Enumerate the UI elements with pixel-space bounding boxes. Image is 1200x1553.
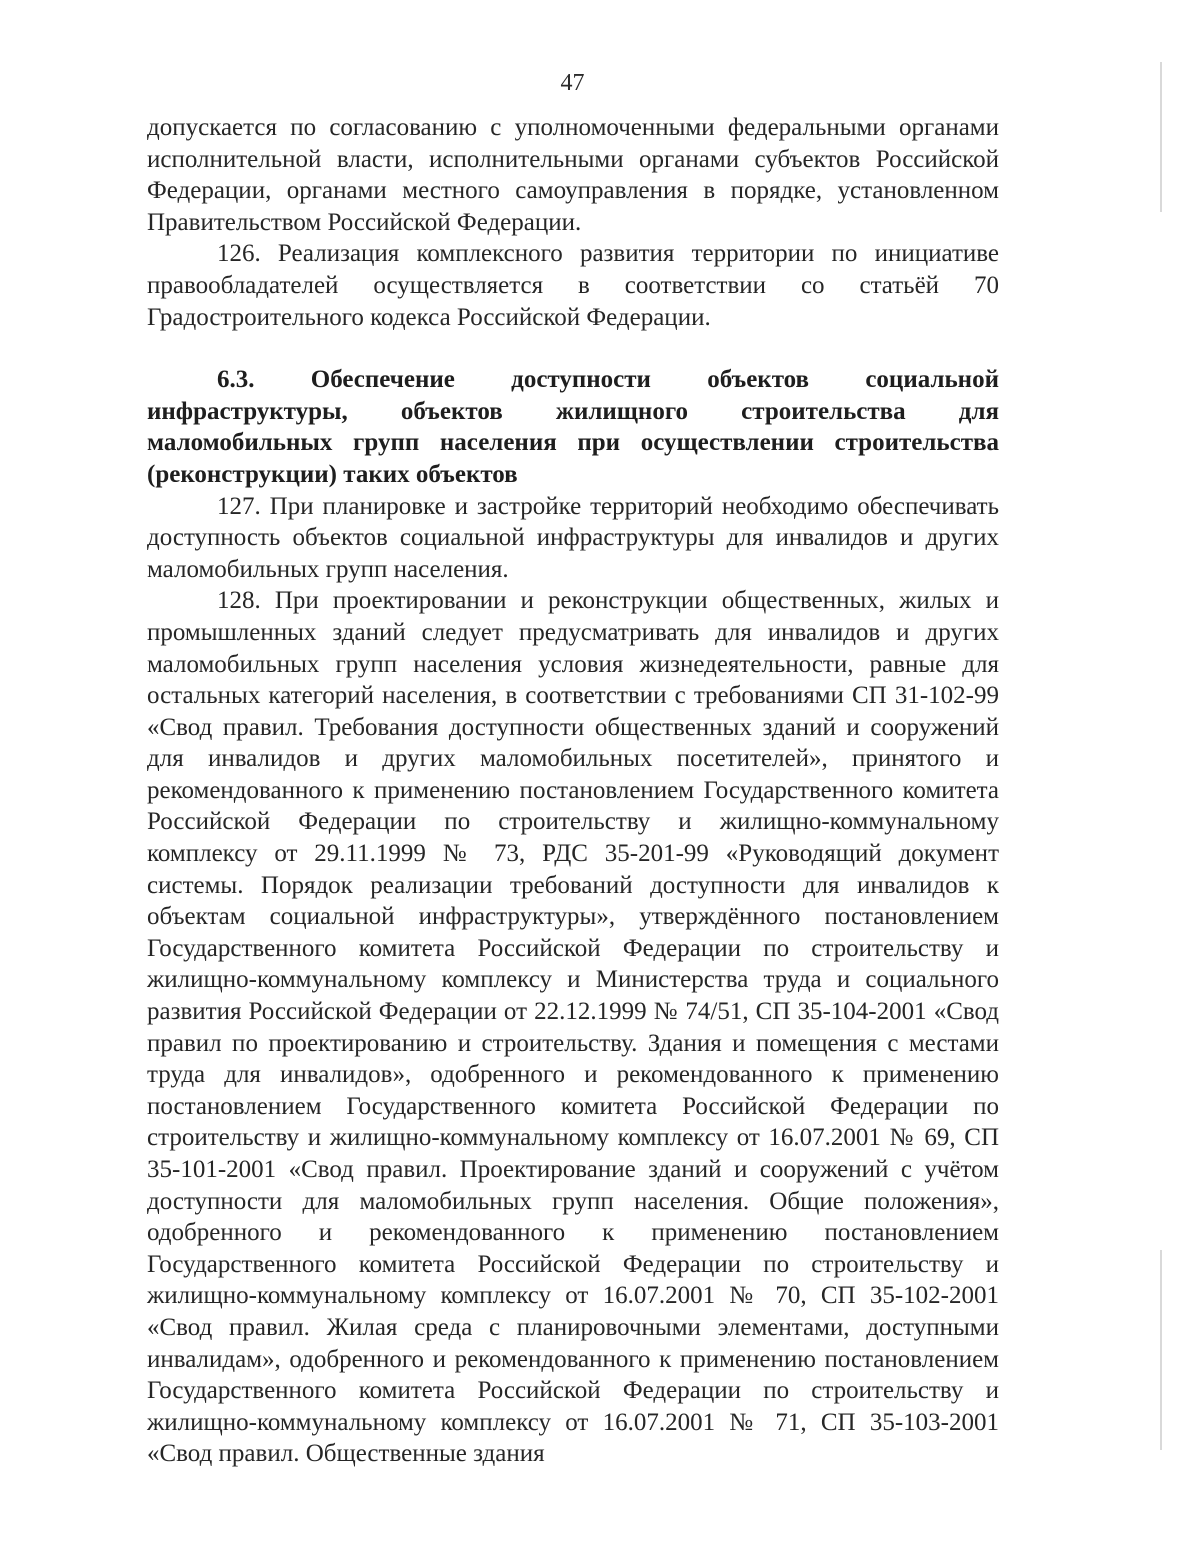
section-heading-6-3: 6.3. Обеспечение доступности объектов социальной инфраструктуры, объектов жилищного строительства для маломобильных групп населения при осуществлении строительства (реконструкции) таких объектов	[147, 366, 999, 488]
document-body	[147, 112, 999, 1470]
paragraph-continuation: допускается по согласованию с уполномоченными федеральными органами исполнительной власти, исполнительными органами субъектов Российской Федерации, органами местного самоуправления в порядке, установленном Правительством Российской Федерации.	[147, 114, 999, 236]
paragraph-128: 128. При проектировании и реконструкции общественных, жилых и промышленных зданий следует предусматривать для инвалидов и других маломобильных групп населения условия жизнедеятельности, равные для остальных категорий населения, в соответствии с требованиями СП 31-102-99 «Свод правил. Требования доступности общественных зданий и сооружений для инвалидов и других маломобильных посетителей», принятого и рекомендованного к применению постановлением Государственного комитета Российской Федерации по строительству и жилищно-коммунальному комплексу от 29.11.1999 № 73, РДС 35-201-99 «Руководящий документ системы. Порядок реализации требований доступности для инвалидов к объектам социальной инфраструктуры», утверждённого постановлением Государственного комитета Российской Федерации по строительству и жилищно-коммунальному комплексу и Министерства труда и социального развития Российской Федерации от 22.12.1999 № 74/51, СП 35-104-2001 «Свод правил по проектированию и строительству. Здания и помещения с местами труда для инвалидов», одобренного и рекомендованного к применению постановлением Государственного комитета Российской Федерации по строительству и жилищно-коммунальному комплексу от 16.07.2001 № 69, СП 35-101-2001 «Свод правил. Проектирование зданий и сооружений с учётом доступности для маломобильных групп населения. Общие положения», одобренного и рекомендованного к применению постановлением Государственного комитета Российской Федерации по строительству и жилищно-коммунальному комплексу от 16.07.2001 № 70, СП 35-102-2001 «Свод правил. Жилая среда с планировочными элементами, доступными инвалидам», одобренного и рекомендованного к применению постановлением Государственного комитета Российской Федерации по строительству и жилищно-коммунальному комплексу от 16.07.2001 № 71, СП 35-103-2001 «Свод правил. Общественные здания	[147, 587, 999, 1468]
scan-edge-line	[1160, 1250, 1162, 1450]
paragraph-127: 127. При планировке и застройке территорий необходимо обеспечивать доступность объектов социальной инфраструктуры для инвалидов и других маломобильных групп населения.	[147, 492, 999, 583]
scan-edge-line	[1160, 62, 1162, 212]
page-number: 47	[560, 70, 585, 96]
paragraph-126: 126. Реализация комплексного развития территории по инициативе правообладателей осуществляется в соответствии со статьёй 70 Градостроительного кодекса Российской Федерации.	[147, 240, 999, 331]
